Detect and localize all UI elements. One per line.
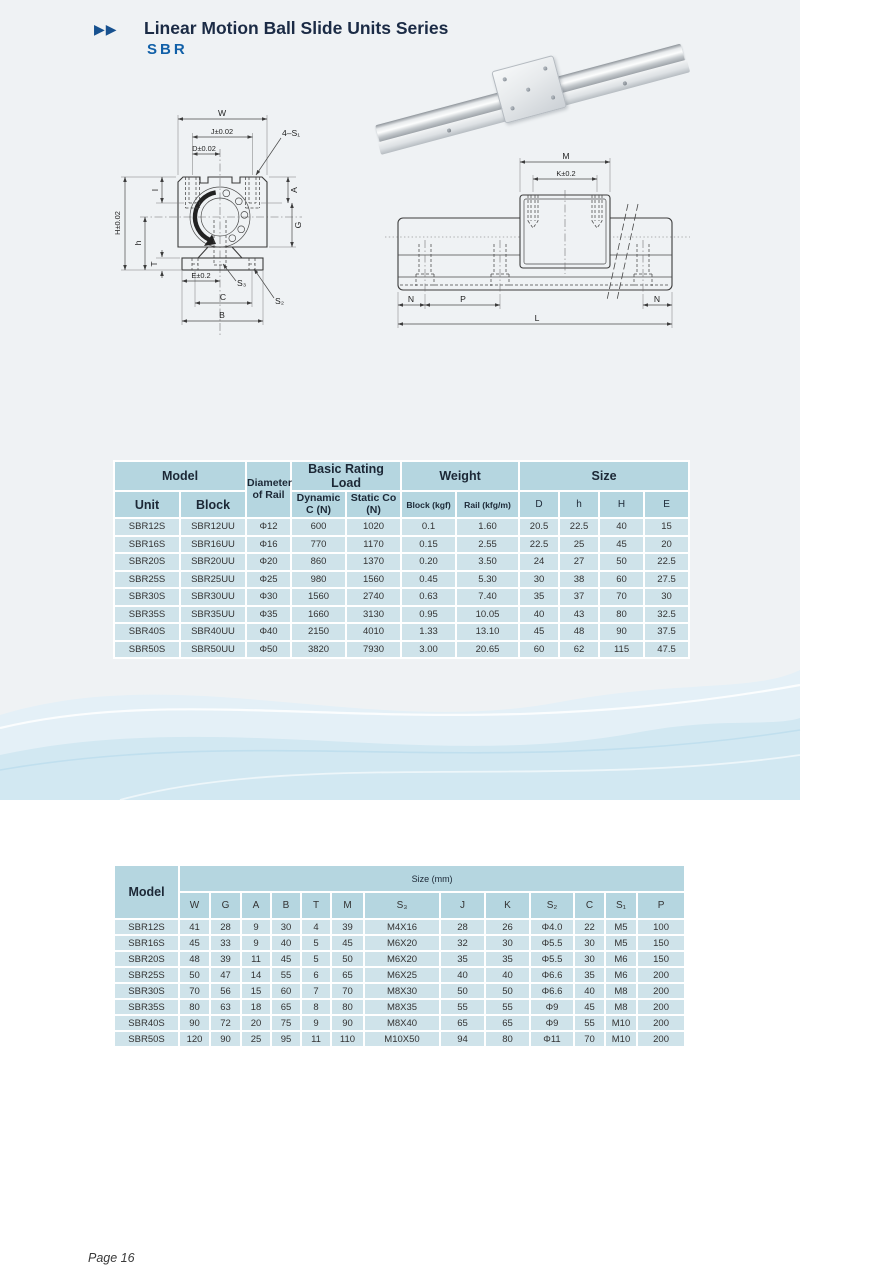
table-cell: 14 <box>241 967 271 983</box>
dim-m: M <box>562 151 570 161</box>
table-cell: M4X16 <box>364 919 440 935</box>
col-header-E: E <box>644 491 689 518</box>
table-cell: 1560 <box>291 588 346 606</box>
table-cell: 2740 <box>346 588 401 606</box>
col-header-size-mm: Size (mm) <box>179 865 685 892</box>
table-cell: 90 <box>179 1015 210 1031</box>
table-cell: 13.10 <box>456 623 519 641</box>
table-cell: 28 <box>440 919 485 935</box>
table-cell: 5.30 <box>456 571 519 589</box>
table-cell: 1370 <box>346 553 401 571</box>
table-cell: 5 <box>301 935 331 951</box>
table-cell: 27 <box>559 553 599 571</box>
col-header-diameter: Diameter of Rail <box>246 461 291 518</box>
rating-table-header <box>114 461 689 518</box>
table-cell: 70 <box>179 983 210 999</box>
dim-j: J±0.02 <box>210 127 234 136</box>
column-header: T <box>301 892 331 919</box>
table-cell: 60 <box>599 571 644 589</box>
table-cell: SBR40S <box>114 623 180 641</box>
table-cell: SBR35S <box>114 606 180 624</box>
col-header-block-kgf: Block (kgf) <box>401 491 456 518</box>
table-cell: 30 <box>519 571 559 589</box>
table-cell: 75 <box>271 1015 301 1031</box>
col-header-static: Static Co (N) <box>346 491 401 518</box>
table-cell: 50 <box>599 553 644 571</box>
dim-p: P <box>460 294 466 304</box>
table-cell: SBR25S <box>114 571 180 589</box>
table-cell: SBR20UU <box>180 553 246 571</box>
dim-t: T <box>149 261 159 267</box>
col-header-rail-kfgm: Rail (kfg/m) <box>456 491 519 518</box>
table-cell: M8 <box>605 999 637 1015</box>
table-cell: SBR35UU <box>180 606 246 624</box>
table-cell: 50 <box>440 983 485 999</box>
table-cell: SBR12S <box>114 518 180 536</box>
column-header: S₂ <box>530 892 574 919</box>
table-cell: SBR12UU <box>180 518 246 536</box>
table-row <box>114 536 689 554</box>
table-cell: Φ5.5 <box>530 951 574 967</box>
dim-n-left: N <box>407 294 415 304</box>
table-cell: 1.33 <box>401 623 456 641</box>
table-row <box>114 553 689 571</box>
table-cell: 47 <box>210 967 241 983</box>
table-cell: 22 <box>574 919 605 935</box>
table-cell: 45 <box>271 951 301 967</box>
table-cell: 120 <box>179 1031 210 1047</box>
column-header: K <box>485 892 530 919</box>
dim-i: I <box>150 188 160 192</box>
table-cell: 55 <box>271 967 301 983</box>
table-cell: 200 <box>637 967 685 983</box>
table-cell: 62 <box>559 641 599 659</box>
table-cell: 22.5 <box>519 536 559 554</box>
table-row <box>114 518 689 536</box>
table-cell: M6X20 <box>364 951 440 967</box>
table-cell: Φ6.6 <box>530 983 574 999</box>
table-cell: M10 <box>605 1031 637 1047</box>
table-cell: 35 <box>519 588 559 606</box>
table-cell: M5 <box>605 935 637 951</box>
table-cell: 30 <box>485 935 530 951</box>
table-row <box>114 967 685 983</box>
table-row <box>114 1031 685 1047</box>
table-row <box>114 919 685 935</box>
dim-s3: S₃ <box>237 278 247 288</box>
table-row <box>114 623 689 641</box>
table-cell: 7 <box>301 983 331 999</box>
table-cell: 40 <box>271 935 301 951</box>
col-header-model: Model <box>114 461 246 491</box>
table-row <box>114 999 685 1015</box>
table-cell: 9 <box>241 935 271 951</box>
table-cell: SBR16S <box>114 536 180 554</box>
table-cell: 47.5 <box>644 641 689 659</box>
col-header-h: h <box>559 491 599 518</box>
table-cell: SBR40S <box>114 1015 179 1031</box>
table-cell: SBR50S <box>114 1031 179 1047</box>
table-cell: 200 <box>637 1015 685 1031</box>
table-cell: 32.5 <box>644 606 689 624</box>
table-cell: M8X30 <box>364 983 440 999</box>
dim-k: K±0.2 <box>556 169 576 178</box>
column-header: M <box>331 892 364 919</box>
table-cell: 65 <box>271 999 301 1015</box>
rating-table <box>113 460 690 659</box>
table-cell: 20 <box>241 1015 271 1031</box>
table-cell: 26 <box>485 919 530 935</box>
column-header: S₁ <box>605 892 637 919</box>
table-cell: 0.45 <box>401 571 456 589</box>
col-header-basic-rating-load: Basic Rating Load <box>291 461 401 491</box>
table-cell: 100 <box>637 919 685 935</box>
table-cell: 55 <box>440 999 485 1015</box>
table-cell: 25 <box>241 1031 271 1047</box>
table-cell: Φ35 <box>246 606 291 624</box>
table-row <box>114 641 689 659</box>
bolt-hole-right <box>246 177 260 208</box>
dim-s2: S₂ <box>275 296 285 306</box>
table-cell: 60 <box>271 983 301 999</box>
table-cell: SBR40UU <box>180 623 246 641</box>
table-cell: 40 <box>485 967 530 983</box>
table-cell: Φ4.0 <box>530 919 574 935</box>
table-cell: 70 <box>599 588 644 606</box>
dim-c: C <box>219 292 227 302</box>
table-cell: M8X35 <box>364 999 440 1015</box>
table-cell: 24 <box>519 553 559 571</box>
table-cell: 56 <box>210 983 241 999</box>
table-cell: 70 <box>574 1031 605 1047</box>
table-cell: 70 <box>331 983 364 999</box>
table-cell: 4 <box>301 919 331 935</box>
table-cell: 45 <box>574 999 605 1015</box>
col-header-dynamic: Dynamic C (N) <box>291 491 346 518</box>
table-cell: 55 <box>574 1015 605 1031</box>
table-cell: M10 <box>605 1015 637 1031</box>
table-cell: 27.5 <box>644 571 689 589</box>
table-cell: 90 <box>331 1015 364 1031</box>
table-cell: 20.5 <box>519 518 559 536</box>
dim-g: G <box>293 221 303 229</box>
table-cell: 15 <box>644 518 689 536</box>
table-cell: 80 <box>331 999 364 1015</box>
table-cell: Φ11 <box>530 1031 574 1047</box>
column-header: G <box>210 892 241 919</box>
product-photo <box>372 44 692 156</box>
table-cell: M6X20 <box>364 935 440 951</box>
table-cell: 600 <box>291 518 346 536</box>
table-cell: 40 <box>574 983 605 999</box>
table-cell: Φ9 <box>530 999 574 1015</box>
table-cell: Φ40 <box>246 623 291 641</box>
table-cell: 0.15 <box>401 536 456 554</box>
table-cell: SBR30UU <box>180 588 246 606</box>
col-header-unit: Unit <box>114 491 180 518</box>
dim-e: E±0.2 <box>191 271 211 280</box>
table-cell: 80 <box>485 1031 530 1047</box>
series-name: SBR <box>147 41 188 58</box>
table-cell: 4010 <box>346 623 401 641</box>
table-cell: 3.50 <box>456 553 519 571</box>
table-cell: 50 <box>179 967 210 983</box>
table-cell: 20 <box>644 536 689 554</box>
table-cell: 860 <box>291 553 346 571</box>
table-cell: 980 <box>291 571 346 589</box>
table-cell: 2150 <box>291 623 346 641</box>
block-image <box>491 55 567 124</box>
column-header: A <box>241 892 271 919</box>
column-header: J <box>440 892 485 919</box>
col-header-model: Model <box>114 865 179 919</box>
table-cell: M10X50 <box>364 1031 440 1047</box>
table-cell: 22.5 <box>644 553 689 571</box>
table-cell: 1.60 <box>456 518 519 536</box>
table-cell: 770 <box>291 536 346 554</box>
column-header: C <box>574 892 605 919</box>
table-cell: 1020 <box>346 518 401 536</box>
table-cell: 55 <box>485 999 530 1015</box>
col-header-size: Size <box>519 461 689 491</box>
header-arrows-icon: ▶▶ <box>94 21 118 37</box>
table-cell: 65 <box>331 967 364 983</box>
table-cell: M8X40 <box>364 1015 440 1031</box>
table-cell: 39 <box>210 951 241 967</box>
table-cell: Φ30 <box>246 588 291 606</box>
table-row <box>114 951 685 967</box>
table-cell: 200 <box>637 983 685 999</box>
table-cell: 11 <box>241 951 271 967</box>
table-cell: 39 <box>331 919 364 935</box>
table-cell: 3.00 <box>401 641 456 659</box>
table-cell: SBR20S <box>114 553 180 571</box>
table-cell: 50 <box>331 951 364 967</box>
table-cell: 35 <box>574 967 605 983</box>
table-cell: 95 <box>271 1031 301 1047</box>
column-header: B <box>271 892 301 919</box>
table-cell: 6 <box>301 967 331 983</box>
table-cell: Φ9 <box>530 1015 574 1031</box>
table-cell: Φ16 <box>246 536 291 554</box>
table-cell: 50 <box>485 983 530 999</box>
col-header-D: D <box>519 491 559 518</box>
table-cell: 3820 <box>291 641 346 659</box>
table-cell: 115 <box>599 641 644 659</box>
table-cell: Φ50 <box>246 641 291 659</box>
table-row <box>114 983 685 999</box>
column-header: W <box>179 892 210 919</box>
table-cell: 200 <box>637 1031 685 1047</box>
table-cell: 30 <box>574 935 605 951</box>
table-cell: 150 <box>637 951 685 967</box>
table-row <box>114 588 689 606</box>
table-cell: 45 <box>599 536 644 554</box>
table-cell: 0.95 <box>401 606 456 624</box>
table-cell: 110 <box>331 1031 364 1047</box>
s2-holes <box>192 258 255 270</box>
table-cell: 45 <box>331 935 364 951</box>
table-cell: 48 <box>559 623 599 641</box>
page-title: Linear Motion Ball Slide Units Series <box>144 18 449 38</box>
table-cell: 37.5 <box>644 623 689 641</box>
table-cell: 40 <box>440 967 485 983</box>
table-cell: M6 <box>605 951 637 967</box>
table-cell: 20.65 <box>456 641 519 659</box>
table-cell: 35 <box>485 951 530 967</box>
table-cell: Φ6.6 <box>530 967 574 983</box>
dim-h-cap: H±0.02 <box>113 211 122 235</box>
table-cell: M6X25 <box>364 967 440 983</box>
table-cell: 2.55 <box>456 536 519 554</box>
table-cell: 38 <box>559 571 599 589</box>
table-cell: 8 <box>301 999 331 1015</box>
table-cell: 30 <box>271 919 301 935</box>
dim-l: L <box>534 313 540 323</box>
table-cell: Φ20 <box>246 553 291 571</box>
table-cell: 30 <box>644 588 689 606</box>
table-cell: 9 <box>241 919 271 935</box>
dim-a: A <box>289 187 299 193</box>
table-row <box>114 571 689 589</box>
dim-h: h <box>133 240 143 246</box>
table-cell: 94 <box>440 1031 485 1047</box>
table-row <box>114 1015 685 1031</box>
table-cell: 40 <box>599 518 644 536</box>
table-cell: SBR16S <box>114 935 179 951</box>
table-cell: 1560 <box>346 571 401 589</box>
table-cell: 150 <box>637 935 685 951</box>
column-header: P <box>637 892 685 919</box>
table-cell: 65 <box>485 1015 530 1031</box>
table-cell: SBR25UU <box>180 571 246 589</box>
table-cell: SBR30S <box>114 983 179 999</box>
table-cell: 11 <box>301 1031 331 1047</box>
dim-n-right: N <box>653 294 661 304</box>
dim-4s1: 4–S₁ <box>282 128 301 138</box>
dim-b: B <box>219 310 225 320</box>
table-cell: 0.63 <box>401 588 456 606</box>
table-cell: 33 <box>210 935 241 951</box>
table-cell: 200 <box>637 999 685 1015</box>
table-cell: 80 <box>599 606 644 624</box>
dimension-table-header <box>114 865 685 919</box>
table-cell: 40 <box>519 606 559 624</box>
table-cell: 63 <box>210 999 241 1015</box>
table-cell: 22.5 <box>559 518 599 536</box>
table-cell: SBR12S <box>114 919 179 935</box>
table-cell: 0.1 <box>401 518 456 536</box>
table-cell: 45 <box>179 935 210 951</box>
dimension-table-body <box>114 919 685 1047</box>
table-cell: 41 <box>179 919 210 935</box>
table-row <box>114 606 689 624</box>
table-cell: SBR16UU <box>180 536 246 554</box>
table-cell: M8 <box>605 983 637 999</box>
table-cell: 28 <box>210 919 241 935</box>
table-cell: SBR50UU <box>180 641 246 659</box>
table-cell: 1660 <box>291 606 346 624</box>
table-cell: SBR35S <box>114 999 179 1015</box>
table-cell: 90 <box>599 623 644 641</box>
table-cell: Φ25 <box>246 571 291 589</box>
table-cell: 1170 <box>346 536 401 554</box>
table-cell: 7.40 <box>456 588 519 606</box>
rating-table-body <box>114 518 689 658</box>
table-cell: SBR30S <box>114 588 180 606</box>
table-cell: 25 <box>559 536 599 554</box>
dim-w: W <box>217 108 227 118</box>
table-cell: 90 <box>210 1031 241 1047</box>
table-cell: Φ12 <box>246 518 291 536</box>
table-cell: 0.20 <box>401 553 456 571</box>
col-header-block: Block <box>180 491 246 518</box>
table-row <box>114 935 685 951</box>
col-header-H: H <box>599 491 644 518</box>
table-cell: 60 <box>519 641 559 659</box>
page-number: Page 16 <box>88 1251 135 1265</box>
table-cell: SBR20S <box>114 951 179 967</box>
table-cell: 80 <box>179 999 210 1015</box>
table-cell: M5 <box>605 919 637 935</box>
table-cell: M6 <box>605 967 637 983</box>
table-cell: Φ5.5 <box>530 935 574 951</box>
table-cell: 37 <box>559 588 599 606</box>
table-cell: 48 <box>179 951 210 967</box>
table-cell: 9 <box>301 1015 331 1031</box>
table-cell: 32 <box>440 935 485 951</box>
table-cell: 45 <box>519 623 559 641</box>
side-view-drawing <box>385 148 690 338</box>
table-cell: 3130 <box>346 606 401 624</box>
table-cell: 10.05 <box>456 606 519 624</box>
table-cell: 5 <box>301 951 331 967</box>
dimension-column-letters <box>114 892 685 919</box>
table-cell: 15 <box>241 983 271 999</box>
table-cell: 30 <box>574 951 605 967</box>
table-cell: 65 <box>440 1015 485 1031</box>
front-view-drawing <box>100 105 335 343</box>
dimension-table <box>113 864 686 1048</box>
column-header: S₃ <box>364 892 440 919</box>
table-cell: 7930 <box>346 641 401 659</box>
dim-d: D±0.02 <box>192 144 216 153</box>
table-cell: 43 <box>559 606 599 624</box>
table-cell: 35 <box>440 951 485 967</box>
table-cell: SBR50S <box>114 641 180 659</box>
table-cell: 72 <box>210 1015 241 1031</box>
table-cell: SBR25S <box>114 967 179 983</box>
table-cell: 18 <box>241 999 271 1015</box>
col-header-weight: Weight <box>401 461 519 491</box>
